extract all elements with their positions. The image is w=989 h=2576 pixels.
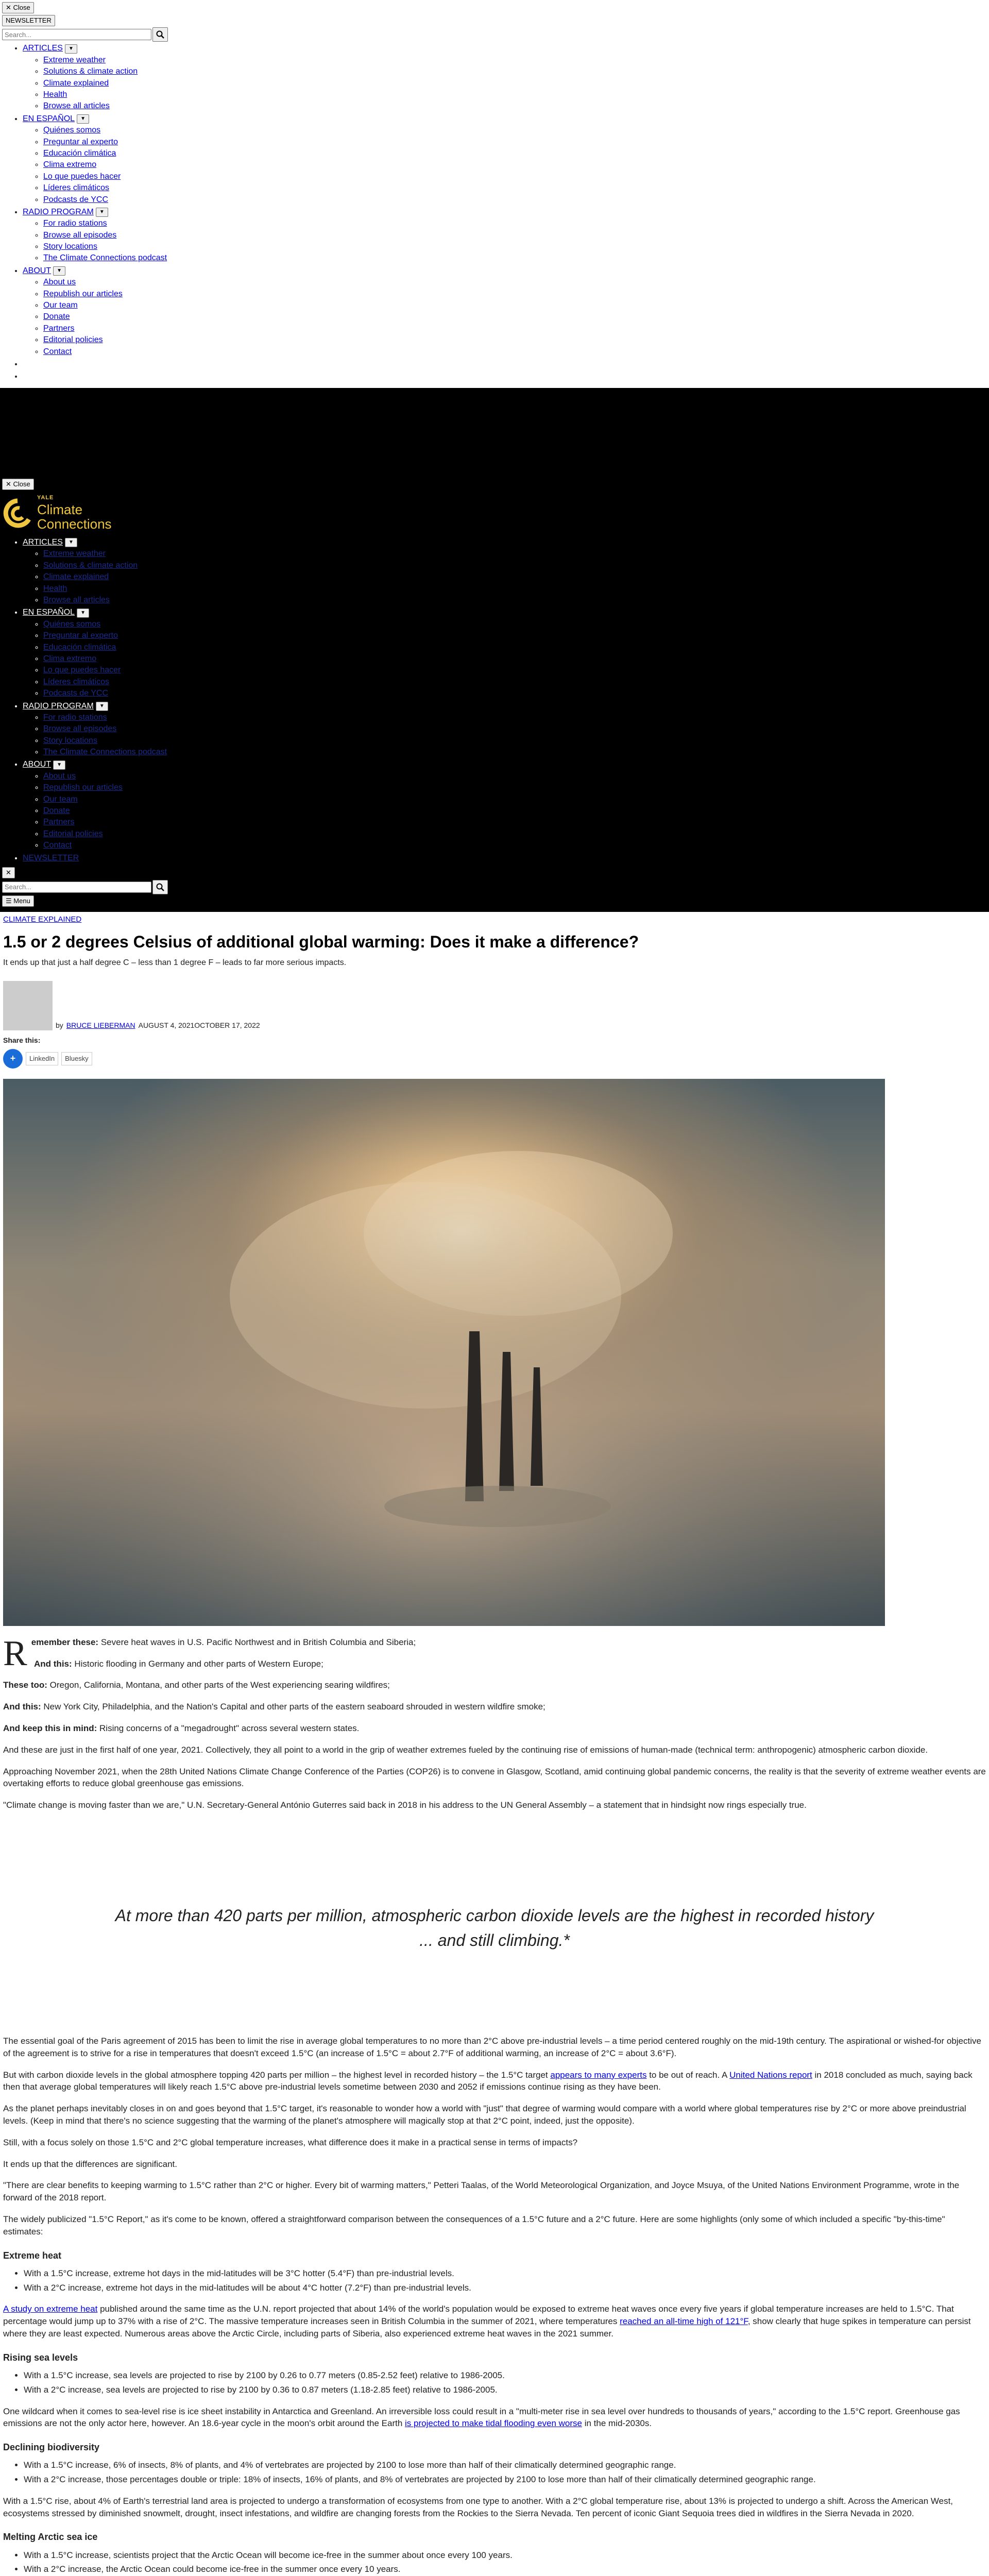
share-heading: Share this: <box>3 1036 41 1045</box>
header-nav-sub-link[interactable]: Health <box>43 584 67 593</box>
header-nav-sub-link[interactable]: Editorial policies <box>43 829 103 838</box>
bullet-list <box>3 2549 986 2576</box>
header-nav-sub-link[interactable]: Lo que puedes hacer <box>43 666 121 675</box>
header-nav-sub-link[interactable]: Educación climática <box>43 642 116 652</box>
share-icon[interactable]: + <box>3 1049 23 1069</box>
header-nav <box>2 537 987 864</box>
pull-quote: At more than 420 parts per million, atmospheric carbon dioxide levels are the highest in recorded history ... and still climbing.* <box>115 1906 874 1950</box>
section-heading: Rising sea levels <box>3 2352 78 2363</box>
header-nav-sub-link[interactable]: For radio stations <box>43 713 107 722</box>
header-nav-sub-link[interactable]: Browse all episodes <box>43 724 117 734</box>
header-nav-sub-link[interactable]: Climate explained <box>43 572 109 582</box>
header-nav-radio <box>23 701 987 758</box>
header-nav-sub-link[interactable]: Our team <box>43 794 78 804</box>
header-nav-sub-link[interactable]: Republish our articles <box>43 783 123 792</box>
paragraph: As the planet perhaps inevitably closes in on and goes beyond that 1.5°C target, it's reasonable to wonder how a world with "just" that degree of warming would compare with a world where global temperatures rise by 2°C or more above preindustrial levels. (Keep in mind that there's no science suggesting that the warming of the planet's atmosphere will magically stop at that 2°C point, indeed, just the opposite). <box>3 2104 966 2126</box>
hamburger-icon: ☰ <box>6 896 14 905</box>
nav-sub-link[interactable]: Contact <box>43 347 72 356</box>
nav-link-about[interactable]: • ABOUT <box>23 266 52 275</box>
header-nav-sub-link[interactable]: Extreme weather <box>43 549 106 558</box>
drop-cap: R <box>3 1633 27 1673</box>
paragraph: And these are just in the first half of one year, 2021. Collectively, they all point to a world in the grip of weather extremes fueled by the continuing rise of emissions of human-made (technical term: anthropogenic) atmospheric carbon dioxide. <box>3 1744 928 1755</box>
author-avatar <box>3 981 53 1030</box>
nav-sub-link[interactable]: Editorial policies <box>43 335 103 345</box>
chevron-down-icon[interactable]: ▼ <box>65 538 77 547</box>
share-buttons <box>3 1049 986 1069</box>
nav-sub-link[interactable]: Republish our articles <box>43 289 123 298</box>
overlay-nav-articles <box>23 43 987 112</box>
header-newsletter-item <box>23 853 987 864</box>
paragraph: "There are clear benefits to keeping warming to 1.5°C rather than 2°C or higher. Every bit of warming matters," Petteri Taalas, of the World Meteorological Organization, and Joyce Msuya, of the United Nations Environment Programme, wrote in the forward of the 2018 report. <box>3 2180 960 2203</box>
header-nav-link-radio[interactable]: • RADIO PROGRAM <box>23 701 94 710</box>
yale-climate-connections-logo-icon <box>2 498 33 529</box>
header-newsletter-link[interactable]: NEWSLETTER <box>23 853 79 862</box>
header-nav-sub-link[interactable]: Clima extremo <box>43 654 97 663</box>
header-menu-button[interactable]: ☰ Menu <box>2 895 34 907</box>
header-nav-link-about[interactable]: • ABOUT <box>23 760 52 769</box>
nav-sub-link[interactable]: Quiénes somos <box>43 126 101 135</box>
header-nav-sub-link[interactable]: About us <box>43 771 76 781</box>
bullet-list <box>3 2267 986 2294</box>
header-search-button[interactable] <box>152 880 168 894</box>
section-heading: Extreme heat <box>3 2250 62 2261</box>
nav-link-radio[interactable]: • RADIO PROGRAM <box>23 207 94 216</box>
header-nav-sub-link[interactable]: Story locations <box>43 736 97 745</box>
paragraph: Remember these: Severe heat waves in U.S. Pacific Northwest and in British Columbia and Siberia; <box>3 1633 416 1673</box>
overlay-nav-espanol <box>23 113 987 206</box>
paragraph: With a 1.5°C rise, about 4% of Earth's terrestrial land area is projected to undergo a transformation of ecosystems from one type to another. With a 2°C global temperature rise, about 13% is projected to undergo a shift. Across the American West, ecosystems stressed by diminished snowmelt, drought, insect infestations, and wildfire are changing forests from the Rockies to the Sierra Nevada. Ten percent of iconic Giant Sequoia trees died in wildfires in the Sierra Nevada in 2020. <box>3 2496 953 2518</box>
header-nav-articles <box>23 537 987 606</box>
chevron-down-icon[interactable]: ▼ <box>96 208 108 217</box>
header-search-input[interactable] <box>2 882 151 893</box>
chevron-down-icon[interactable]: ▼ <box>77 608 89 618</box>
paragraph: "Climate change is moving faster than we are," U.N. Secretary-General António Guterres said back in 2018 in his address to the UN General Assembly – a statement that in hindsight now rings especially true. <box>3 1800 807 1810</box>
chevron-down-icon[interactable]: ▼ <box>96 702 108 711</box>
header-nav-sub-link[interactable]: Browse all articles <box>43 596 110 605</box>
overlay-nav-about <box>23 265 987 358</box>
list-item: • With a 2°C increase, sea levels are projected to rise by 2100 by 0.36 to 0.87 meters (1.18-2.85 feet) relative to 1986-2005. <box>24 2384 986 2396</box>
close-icon: ✕ <box>6 480 13 488</box>
nav-sub-link[interactable]: Story locations <box>43 242 97 251</box>
overlay-nav-radio <box>23 207 987 264</box>
overlay-search <box>2 27 987 42</box>
list-item: • With a 2°C increase, those percentages double or triple: 18% of insects, 16% of plants, and 8% of vertebrates are projected by 2100 to lose more than half of their climatically determined geographic range. <box>24 2473 986 2486</box>
search-icon <box>156 30 164 39</box>
header-nav-sub-link[interactable]: Partners <box>43 818 75 827</box>
list-item: • With a 2°C increase, the Arctic Ocean could become ice-free in the summer once every 10 years. <box>24 2563 986 2575</box>
share-linkedin-button[interactable]: LinkedIn <box>26 1052 58 1065</box>
paragraph: But with carbon dioxide levels in the global atmosphere topping 420 parts per million – the highest level in recorded history – the 1.5°C target appears to many experts to be out of reach. A United Nations report in 2018 concluded as much, saying back then that average global temperatures will likely reach 1.5°C above pre-industrial levels sometime between 2030 and 2052 if emissions continue rising as they have been. <box>3 2070 973 2092</box>
nav-sub-link[interactable]: Browse all articles <box>43 101 110 111</box>
close-icon: ✕ <box>6 4 13 11</box>
logo-wordmark: YALE Climate Connections <box>37 495 112 532</box>
nav-sub-link[interactable]: Climate explained <box>43 78 109 88</box>
article <box>0 914 989 2576</box>
overlay-nav-empty <box>23 359 987 370</box>
nav-sub-link[interactable]: Browse all episodes <box>43 230 117 240</box>
paragraph: And keep this in mind: Rising concerns of a "megadrought" across several western states. <box>3 1723 360 1733</box>
hero-image <box>3 1079 885 1626</box>
bullet-list <box>3 2459 986 2486</box>
nav-sub-link[interactable]: Educación climática <box>43 148 116 158</box>
paragraph: And this: New York City, Philadelphia, and the Nation's Capital and other parts of the eastern seaboard shrouded in western wildfire smoke; <box>3 1702 545 1712</box>
nav-sub-link[interactable]: Donate <box>43 312 70 321</box>
header-nav-sub-link[interactable]: Contact <box>43 841 72 850</box>
header-close-search-button[interactable] <box>2 867 15 878</box>
publish-date: AUGUST 4, 2021OCTOBER 17, 2022 <box>138 1021 260 1029</box>
article-category-link[interactable]: CLIMATE EXPLAINED <box>3 915 82 924</box>
header-nav-sub-link[interactable]: Podcasts de YCC <box>43 689 108 698</box>
nav-sub-link[interactable]: Health <box>43 90 67 99</box>
chevron-down-icon[interactable]: ▼ <box>53 760 65 770</box>
paragraph: These too: Oregon, California, Montana, and other parts of the West experiencing searing wildfires; <box>3 1680 390 1690</box>
nav-link-articles[interactable]: • ARTICLES <box>23 44 63 53</box>
nav-sub-link[interactable]: Partners <box>43 324 75 333</box>
overlay-search-input[interactable] <box>2 29 151 40</box>
chevron-down-icon[interactable]: ▼ <box>53 266 65 276</box>
nav-sub-link[interactable]: The Climate Connections podcast <box>43 253 167 263</box>
nav-link-espanol[interactable]: • EN ESPAÑOL <box>23 114 75 123</box>
chevron-down-icon[interactable]: ▼ <box>65 44 77 54</box>
header-nav-sub-link[interactable]: The Climate Connections podcast <box>43 748 167 757</box>
overlay-search-button[interactable] <box>152 27 168 42</box>
author-link[interactable]: BRUCE LIEBERMAN <box>66 1021 135 1029</box>
list-item: • With a 1.5°C increase, 6% of insects, 8% of plants, and 4% of vertebrates are projected by 2100 to lose more than half of their climatically determined geographic range. <box>24 2459 986 2471</box>
list-item: • With a 2°C increase, extreme hot days in the mid-latitudes will be about 4°C hotter (7.2°F) than pre-industrial levels. <box>24 2282 986 2294</box>
header-nav-about <box>23 759 987 851</box>
header-nav-sub-link[interactable]: Solutions & climate action <box>43 561 138 570</box>
inline-link[interactable]: appears to many experts <box>550 2070 647 2080</box>
list-item: • With a 1.5°C increase, scientists project that the Arctic Ocean will become ice-free in the summer about once every 100 years. <box>24 2549 986 2562</box>
section-heading: Declining biodiversity <box>3 2442 100 2453</box>
search-icon <box>156 883 164 891</box>
overlay-close-button[interactable]: ✕ Close <box>2 2 34 13</box>
paragraph: And this: Historic flooding in Germany and other parts of Western Europe; <box>34 1658 323 1669</box>
header-search <box>2 880 987 894</box>
site-header <box>0 477 989 912</box>
header-nav-sub-link[interactable]: Donate <box>43 806 70 816</box>
header-nav-link-espanol[interactable]: • EN ESPAÑOL <box>23 608 75 617</box>
chevron-down-icon[interactable]: ▼ <box>77 114 89 124</box>
overlay-menu <box>0 0 989 385</box>
overlay-nav <box>2 43 987 382</box>
header-nav-link-articles[interactable]: • ARTICLES <box>23 538 63 547</box>
list-item: • With a 1.5°C increase, sea levels are projected to rise by 2100 by 0.26 to 0.77 meters (0.85-2.52 feet) relative to 1986-2005. <box>24 2369 986 2382</box>
site-logo[interactable] <box>2 492 987 536</box>
paragraph: A study on extreme heat published around the same time as the U.N. report projected that about 14% of the world's population would be exposed to extreme heat waves once every five years if global temperature increases are held to 1.5°C. That percentage would jump up to 37% with a rise of 2°C. The massive temperature increases seen in British Columbia in the summer of 2021, where temperatures reached an all-time high of 121°F, show clearly that huge spikes in temperature can persist where they are least expected. Numerous areas above the Arctic Circle, including parts of Siberia, also experienced extreme heat waves in the 2021 summer. <box>3 2304 971 2338</box>
inline-link[interactable]: United Nations report <box>729 2070 812 2080</box>
nav-sub-link[interactable]: Líderes climáticos <box>43 183 110 193</box>
paragraph: One wildcard when it comes to sea-level rise is ice sheet instability in Antarctica and Greenland. An irreversible loss could result in a "multi-meter rise in sea level over hundreds to thousands of years," according to the 1.5°C report. Greenhouse gas emissions are not the only actor here, however. An 18.6-year cycle in the moon's orbit around the Earth is projected to make tidal flooding even worse in the mid-2030s. <box>3 2406 960 2429</box>
nav-sub-link[interactable]: Lo que puedes hacer <box>43 172 121 181</box>
overlay-newsletter-button[interactable]: NEWSLETTER <box>2 15 55 26</box>
nav-sub-link[interactable]: Preguntar al experto <box>43 137 118 146</box>
share-bluesky-button[interactable]: Bluesky <box>61 1052 92 1065</box>
nav-sub-link[interactable]: For radio stations <box>43 219 107 228</box>
header-nav-espanol <box>23 607 987 699</box>
nav-sub-link[interactable]: Podcasts de YCC <box>43 195 108 204</box>
section-heading: Melting Arctic sea ice <box>3 2532 98 2543</box>
header-spacer-band <box>0 388 989 477</box>
header-nav-sub-link[interactable]: Preguntar al experto <box>43 631 118 640</box>
inline-link[interactable]: reached an all-time high of 121°F <box>620 2316 748 2327</box>
close-icon: ✕ <box>6 869 11 876</box>
article-title: 1.5 or 2 degrees Celsius of additional global warming: Does it make a difference? <box>3 933 639 952</box>
nav-sub-link[interactable]: Solutions & climate action <box>43 67 138 76</box>
overlay-nav-empty <box>23 371 987 382</box>
article-dek: It ends up that just a half degree C – less than 1 degree F – leads to far more serious impacts. <box>3 958 347 967</box>
nav-sub-link[interactable]: Extreme weather <box>43 55 106 64</box>
paragraph: The essential goal of the Paris agreement of 2015 has been to limit the rise in average global temperatures to no more than 2°C above pre-industrial levels – a time period centered roughly on the mid-19th century. The aspirational or wished-for objective of the agreement is to strive for a rise in temperatures that doesn't exceed 1.5°C (an increase of 1.5°C = about 2.7°F of additional warming, an increase of 2°C = about 3.6°F). <box>3 2036 981 2058</box>
header-nav-sub-link[interactable]: Quiénes somos <box>43 619 101 629</box>
header-nav-sub-link[interactable]: Líderes climáticos <box>43 677 110 686</box>
list-item: • With a 1.5°C increase, extreme hot days in the mid-latitudes will be 3°C hotter (5.4°F) than pre-industrial levels. <box>24 2267 986 2280</box>
smokestacks-in-fog-photo <box>3 1079 885 1626</box>
nav-sub-link[interactable]: Clima extremo <box>43 160 97 170</box>
paragraph: Approaching November 2021, when the 28th United Nations Climate Change Conference of the Parties (COP26) is to convene in Glasgow, Scotland, amid continuing global pandemic concerns, the reality is that the severity of extreme weather events are overtaking efforts to reduce global greenhouse gas emissions. <box>3 1766 986 1789</box>
inline-link[interactable]: is projected to make tidal flooding even worse <box>405 2418 582 2429</box>
inline-link[interactable]: A study on extreme heat <box>3 2304 98 2314</box>
paragraph: The widely publicized "1.5°C Report," as it's come to be known, offered a straightforward comparison between the consequences of a 1.5°C future and a 2°C future. Here are some highlights (only some of which included a specific "by-this-time" estimates: <box>3 2214 945 2236</box>
paragraph: It ends up that the differences are significant. <box>3 2159 178 2169</box>
nav-sub-link[interactable]: Our team <box>43 301 78 310</box>
header-close-button[interactable]: ✕ Close <box>2 479 34 490</box>
bullet-list <box>3 2369 986 2396</box>
nav-sub-link[interactable]: About us <box>43 278 76 287</box>
byline: by BRUCE LIEBERMAN AUGUST 4, 2021OCTOBER 17, 2022 <box>3 981 986 1030</box>
paragraph: Still, with a focus solely on those 1.5°C and 2°C global temperature increases, what difference does it make in a practical sense in terms of impacts? <box>3 2137 578 2147</box>
